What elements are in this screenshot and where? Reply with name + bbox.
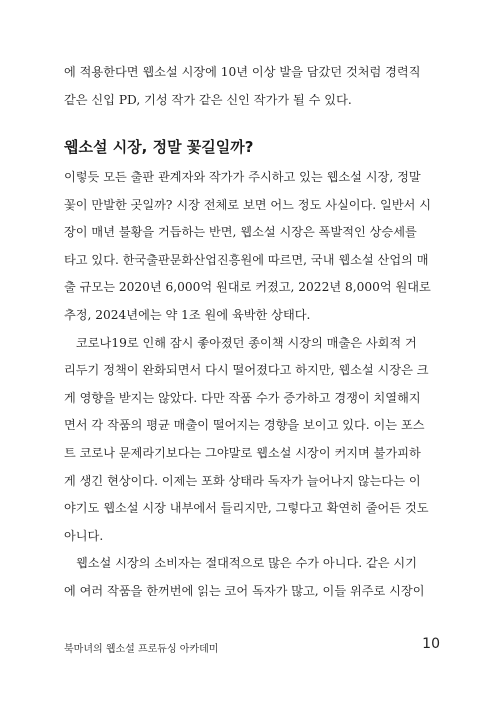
text-line: 웹소설 시장의 소비자는 절대적으로 많은 수가 아니다. 같은 시기 — [76, 556, 417, 571]
text-line: 에 여러 작품을 한꺼번에 읽는 코어 독자가 많고, 이들 위주로 시장이 — [64, 583, 425, 598]
section-heading: 웹소설 시장, 정말 꽃길일까? — [64, 138, 254, 156]
text-line: 게 영향을 받지는 않았다. 다만 작품 수가 증가하고 경쟁이 치열해지 — [64, 390, 421, 405]
intro-paragraph — [64, 59, 441, 114]
paragraph — [64, 164, 441, 330]
paragraph — [64, 550, 441, 605]
text-line: 타고 있다. 한국출판문화산업진흥원에 따르면, 국내 웹소설 산업의 매 — [64, 252, 429, 267]
text-line: 꽃이 만발한 곳일까? 시장 전체로 보면 어느 정도 사실이다. 일반서 시 — [64, 197, 432, 212]
text-line: 게 생긴 현상이다. 이제는 포화 상태라 독자가 늘어나지 않는다는 이 — [64, 473, 421, 488]
text-line: 이렇듯 모든 출판 관계자와 작가가 주시하고 있는 웹소설 시장, 정말 — [64, 170, 421, 184]
text-line: 에 적용한다면 웹소설 시장에 10년 이상 발을 담갔던 것처럼 경력직 — [64, 65, 421, 79]
text-line: 트 코로나 문제라기보다는 그야말로 웹소설 시장이 커지며 불가피하 — [64, 445, 421, 460]
text-line: 리두기 정책이 완화되면서 다시 떨어졌다고 하지만, 웹소설 시장은 크 — [64, 363, 429, 378]
text-line: 장이 매년 불황을 거듭하는 반면, 웹소설 시장은 폭발적인 상승세를 — [64, 225, 417, 240]
text-line: 아니다. — [64, 528, 104, 543]
text-line: 출 규모는 2020년 6,000억 원대로 커졌고, 2022년 8,000억 원대로 — [64, 280, 431, 295]
text-line: 면서 각 작품의 평균 매출이 떨어지는 경향을 보이고 있다. 이는 포스 — [64, 418, 425, 433]
text-line: 같은 신입 PD, 기성 작가 같은 신인 작가가 될 수 있다. — [64, 92, 352, 107]
section-body — [64, 164, 441, 606]
paragraph — [64, 330, 441, 551]
text-line: 추정, 2024년에는 약 1조 원에 육박한 상태다. — [64, 307, 311, 322]
page-number: 10 — [422, 636, 440, 652]
text-line: 코로나19로 인해 잠시 좋아졌던 종이책 시장의 매출은 사회적 거 — [76, 335, 417, 350]
text-line: 야기도 웹소설 시장 내부에서 들리지만, 그렇다고 확연히 줄어든 것도 — [64, 501, 429, 516]
footer-book-title: 북마녀의 웹소설 프로듀싱 아카데미 — [64, 644, 219, 655]
